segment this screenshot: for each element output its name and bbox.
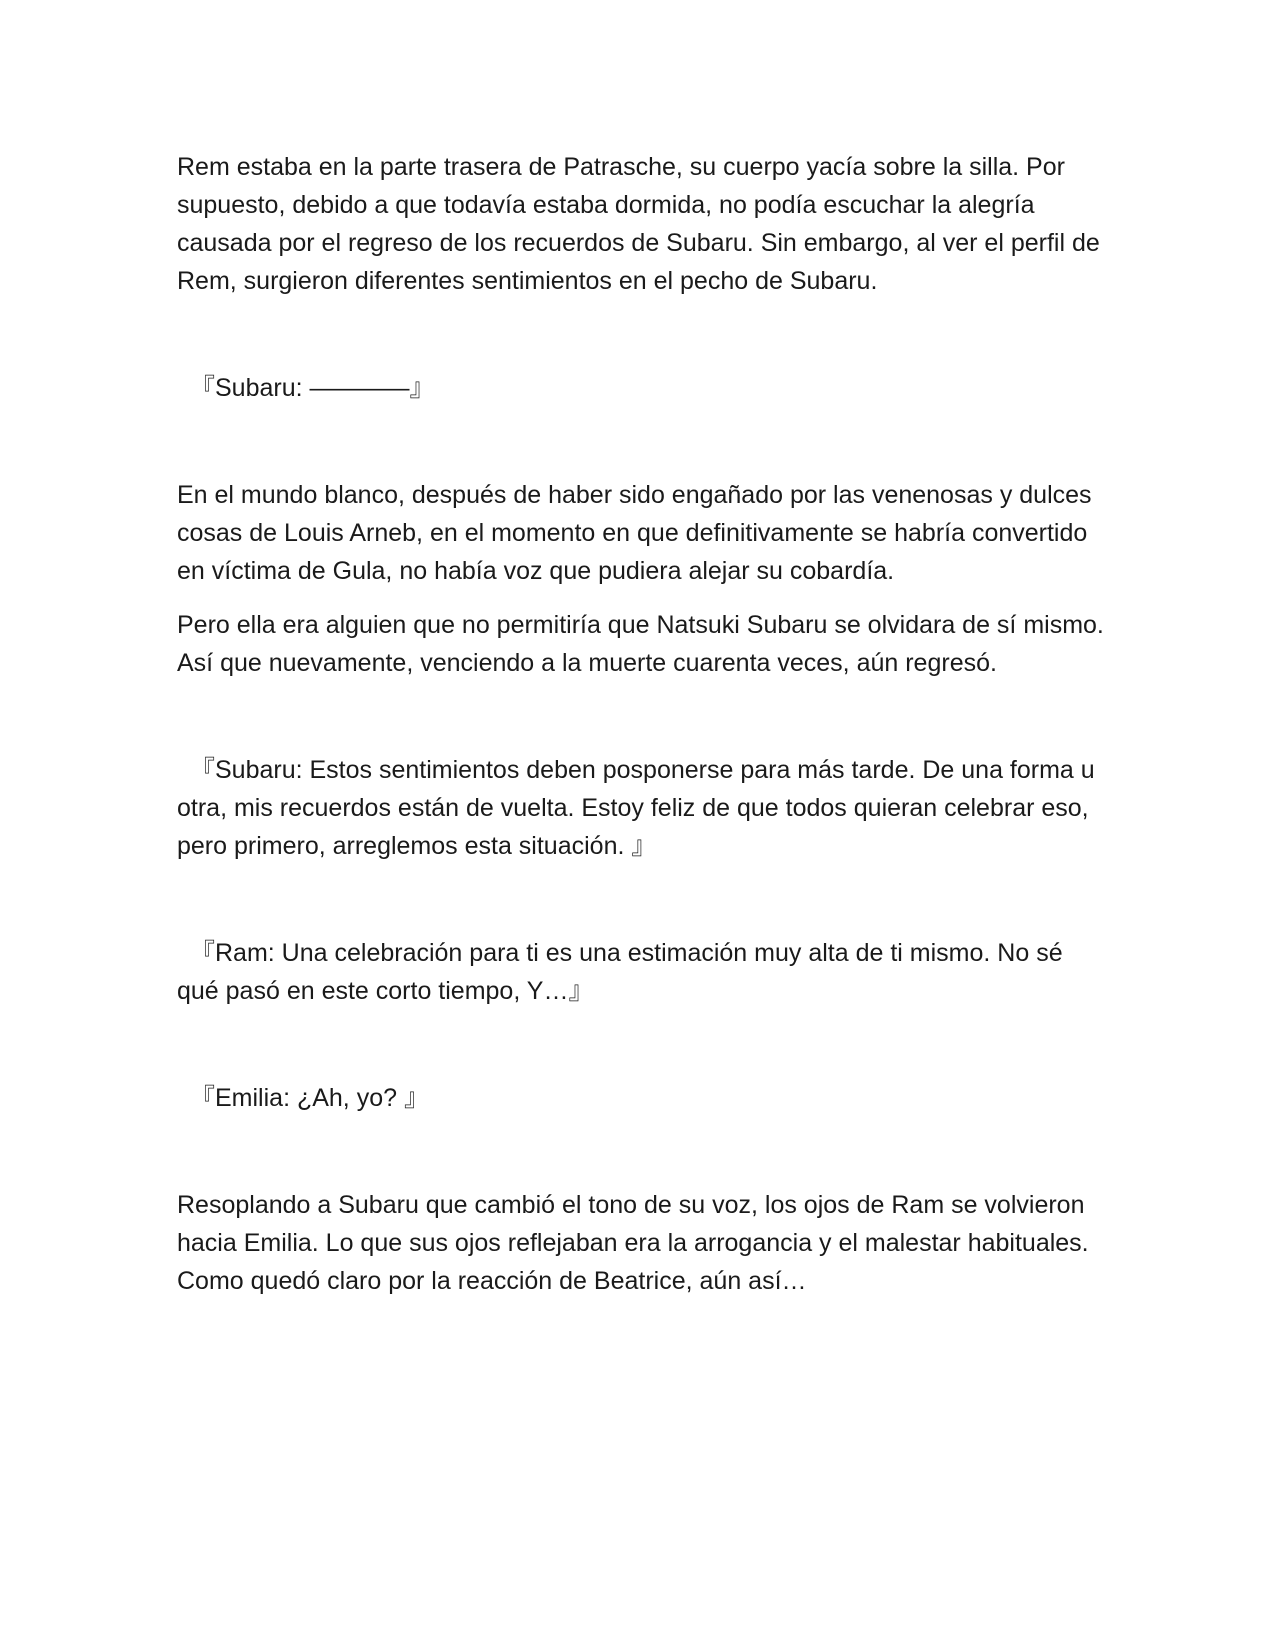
paragraph-white-world: En el mundo blanco, después de haber sido engañado por las venenosas y dulces cosas de Louis Arneb, en el momento en que definitivamente se habría convertido en víctima de Gula, no había voz que pudiera alejar su cobardía. (177, 481, 1092, 585)
paragraph-natsuki-subaru: Pero ella era alguien que no permitiría que Natsuki Subaru se olvidara de sí mismo. Así que nuevamente, venciendo a la muerte cuarenta veces, aún regresó. (177, 611, 1104, 677)
paragraph-ram-eyes: Resoplando a Subaru que cambió el tono de su voz, los ojos de Ram se volvieron hacia Emilia. Lo que sus ojos reflejaban era la arrogancia y el malestar habituales. Como quedó claro por la reacción de Beatrice, aún así… (177, 1191, 1089, 1295)
dialogue-subaru-feelings: 『Subaru: Estos sentimientos deben posponerse para más tarde. De una forma u otra, mis recuerdos están de vuelta. Estoy feliz de que todos quieran celebrar eso, pero primero, arreglemos esta situación. 』 (177, 756, 1095, 860)
text-body (177, 148, 1107, 1300)
dialogue-emilia: 『Emilia: ¿Ah, yo? 』 (190, 1084, 429, 1112)
paragraph-rem-patrasche: Rem estaba en la parte trasera de Patrasche, su cuerpo yacía sobre la silla. Por supuesto, debido a que todavía estaba dormida, no podía escuchar la alegría causada por el regreso de los recuerdos de Subaru. Sin embargo, al ver el perfil de Rem, surgieron diferentes sentimientos en el pecho de Subaru. (177, 153, 1100, 295)
dialogue-ram-celebration: 『Ram: Una celebración para ti es una estimación muy alta de ti mismo. No sé qué pasó en este corto tiempo, Y…』 (177, 939, 1063, 1005)
dialogue-subaru-silence: 『Subaru: ————』 (190, 374, 435, 402)
